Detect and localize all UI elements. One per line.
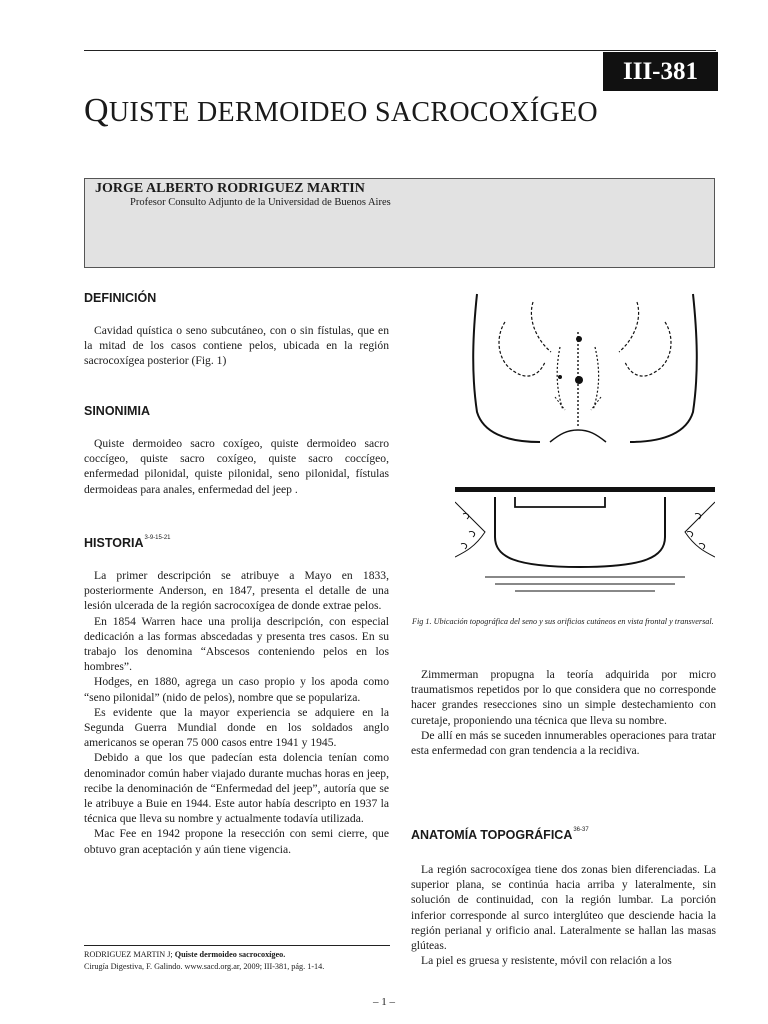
paragraph: Cavidad quística o seno subcutáneo, con o sin fístulas, que en la mitad de los casos contiene pelos, ubicada en la región sacrocoxígea posterior (Fig. 1) xyxy=(84,324,389,368)
paragraph: La primer descripción se atribuye a Mayo en 1833, posteriormente Anderson, en 1847, presenta el detalle de una lesión ulcerada de la región sacrocoxígea de donde extrae pelos. xyxy=(84,569,389,613)
heading-sinonimia: SINONIMIA xyxy=(84,404,150,418)
citation-author: RODRIGUEZ MARTIN J; xyxy=(84,950,173,959)
footer-citation xyxy=(84,949,394,973)
historia-refs: 3-9-15-21 xyxy=(144,535,171,541)
right-column-text xyxy=(411,667,716,758)
paragraph: De allí en más se suceden innumerables operaciones para tratar esta enfermedad con gran tendencia a la recidiva. xyxy=(411,728,716,758)
author-name: JORGE ALBERTO RODRIGUEZ MARTIN xyxy=(95,181,365,196)
heading-historia xyxy=(84,536,171,550)
citation-source: Cirugía Digestiva, F. Galindo. www.sacd.org.ar, 2009; III-381, pág. 1-14. xyxy=(84,962,325,971)
figure-caption: Fig 1. Ubicación topográfica del seno y sus orificios cutáneos en vista frontal y transversal. xyxy=(412,617,714,626)
heading-definicion: DEFINICIÓN xyxy=(84,291,157,305)
paragraph: Debido a que los que padecían esta dolencia tenían como denominador común haber viajado durante muchas horas en jeep, recibe la denominación de “Enfermedad del jeep”, autoría que se le atribuye a Buie en 1944. Este autor había descripto en 1937 la técnica que lleva su nombre y actualmente todavía utilizada. xyxy=(84,751,389,826)
anatomia-refs: 36-37 xyxy=(573,827,589,833)
header-rule xyxy=(84,50,716,51)
page-title xyxy=(84,92,598,130)
author-affiliation: Profesor Consulto Adjunto de la Universidad de Buenos Aires xyxy=(130,197,391,208)
definicion-text xyxy=(84,323,389,369)
title-initial: Q xyxy=(84,92,109,129)
footer-rule xyxy=(84,945,390,946)
paragraph: Hodges, en 1880, agrega un caso propio y los apoda como “seno pilonidal” (nido de pelos), nombre que se populariza. xyxy=(84,675,389,704)
sinonimia-text xyxy=(84,436,389,497)
paragraph: Quiste dermoideo sacro coxígeo, quiste dermoideo sacro coccígeo, quiste sacro coxígeo, quiste sacro coccígeo, enfermedad pilonidal, quiste pilonidal, seno pilonidal, fístulas dermoideas para anales, enfermedad del jeep . xyxy=(84,437,389,496)
paragraph: La región sacrocoxígea tiene dos zonas bien diferenciadas. La superior plana, se continúa hacia arriba y lateralmente, sin solución de continuidad, con la región lumbar. La porción inferior corresponde al surco interglúteo que desciende hacia la región perianal y orificio anal. Lateralmente se hallan las masas glúteas. xyxy=(411,863,716,953)
page-number: – 1 – xyxy=(373,996,395,1008)
heading-anatomia xyxy=(411,828,589,842)
anatomia-text xyxy=(411,862,716,968)
paragraph: Mac Fee en 1942 propone la resección con semi cierre, que obtuvo gran aceptación y aún tiene vigencia. xyxy=(84,827,389,856)
author-box xyxy=(84,178,715,268)
paragraph: Zimmerman propugna la teoría adquirida por micro traumatismos repetidos por lo que considera que no corresponde hacer grandes resecciones sino un simple destechamiento con curetaje, proponiendo una técnica que lleva su nombre. xyxy=(411,668,716,727)
chapter-code: III-381 xyxy=(603,52,718,91)
paragraph: En 1854 Warren hace una prolija descripción, con especial dedicación a las formas abscedadas y presenta tres casos. En su trabajo los denomina “Abscesos conteniendo pelos en los hombres”. xyxy=(84,614,389,674)
figure-sacrococcygeal-diagram xyxy=(455,292,715,612)
title-rest: UISTE DERMOIDEO SACROCOXÍGEO xyxy=(108,97,598,128)
heading-anatomia-label: ANATOMÍA TOPOGRÁFICA xyxy=(411,828,573,842)
citation-title: Quiste dermoideo sacrocoxígeo. xyxy=(174,950,286,959)
paragraph: La piel es gruesa y resistente, móvil con relación a los xyxy=(421,954,672,968)
heading-historia-label: HISTORIA xyxy=(84,536,144,550)
historia-text xyxy=(84,568,389,857)
paragraph: Es evidente que la mayor experiencia se adquiere en la Segunda Guerra Mundial donde en los soldados anglo americanos se operan 75 000 casos entre 1941 y 1945. xyxy=(84,705,389,750)
